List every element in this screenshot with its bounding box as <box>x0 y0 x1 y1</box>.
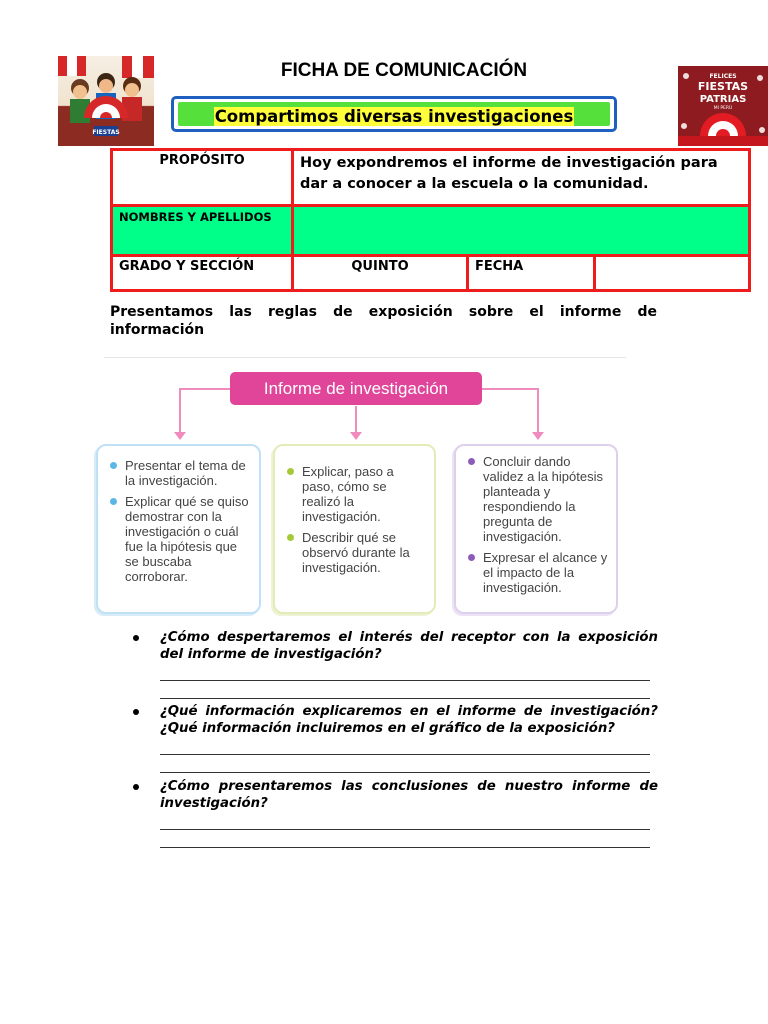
diagram-box-inicio <box>96 444 261 614</box>
answer-line[interactable] <box>160 812 650 830</box>
bullet-dot <box>133 784 139 790</box>
page-title: FICHA DE COMUNICACIÓN <box>280 60 528 81</box>
right-image-line2: FIESTAS <box>697 80 749 93</box>
diagram-title: Informe de investigación <box>230 372 482 405</box>
fiestas-patrias-image <box>678 66 768 146</box>
topic-banner <box>171 96 617 132</box>
list-item: Presentar el tema de la investigación. <box>108 458 251 488</box>
question-2 <box>133 703 658 773</box>
question-1 <box>133 629 658 699</box>
left-image-caption: FIESTAS <box>92 129 120 136</box>
diagram-box-desarrollo <box>273 444 436 614</box>
fecha-field[interactable] <box>595 256 750 291</box>
topic-banner-text: Compartimos diversas investigaciones <box>214 107 574 126</box>
answer-line[interactable] <box>160 830 650 848</box>
topic-banner-fill <box>178 102 610 126</box>
grado-label: GRADO Y SECCIÓN <box>112 256 293 291</box>
question-text: ¿Cómo presentaremos las conclusiones de nuestro informe de investigación? <box>160 779 658 811</box>
proposito-label: PROPÓSITO <box>112 150 293 206</box>
intro-text: Presentamos las reglas de exposición sobre el informe de información <box>110 304 657 338</box>
list-item: Explicar qué se quiso demostrar con la investigación o cuál fue la hipótesis que se buscaba corroborar. <box>108 494 251 584</box>
grado-value: QUINTO <box>293 256 468 291</box>
bullet-dot <box>133 709 139 715</box>
bullet-dot <box>287 468 294 475</box>
bullet-dot <box>110 498 117 505</box>
bullet-dot <box>133 635 139 641</box>
divider <box>104 357 626 358</box>
proposito-text: Hoy expondremos el informe de investigación para dar a conocer a la escuela o la comunidad. <box>293 150 750 206</box>
list-item: Concluir dando validez a la hipótesis planteada y respondiendo la pregunta de investigación. <box>466 454 608 544</box>
bullet-dot <box>468 458 475 465</box>
right-image-line3: PATRIAS <box>699 94 747 105</box>
answer-line[interactable] <box>160 737 650 755</box>
question-text: ¿Qué información explicaremos en el informe de investigación? ¿Qué información incluiremos en el gráfico de la exposición? <box>160 704 658 736</box>
bullet-dot <box>287 534 294 541</box>
fecha-label: FECHA <box>468 256 595 291</box>
list-item: Expresar el alcance y el impacto de la investigación. <box>466 550 608 595</box>
informe-diagram <box>94 368 624 620</box>
list-item: Describir qué se observó durante la investigación. <box>285 530 426 575</box>
question-text: ¿Cómo despertaremos el interés del receptor con la exposición del informe de investigación? <box>160 630 658 662</box>
question-3 <box>133 778 658 848</box>
bullet-dot <box>468 554 475 561</box>
list-item: Explicar, paso a paso, cómo se realizó la investigación. <box>285 464 426 524</box>
student-info-table <box>110 148 751 292</box>
diagram-box-cierre <box>454 444 618 614</box>
nombres-field[interactable] <box>293 206 750 256</box>
right-image-line1: FELICES <box>709 73 737 80</box>
bullet-dot <box>110 462 117 469</box>
answer-line[interactable] <box>160 663 650 681</box>
answer-line[interactable] <box>160 755 650 773</box>
answer-line[interactable] <box>160 681 650 699</box>
right-image-line4: MI PERÚ <box>713 106 733 111</box>
nombres-label: NOMBRES Y APELLIDOS <box>112 206 293 256</box>
